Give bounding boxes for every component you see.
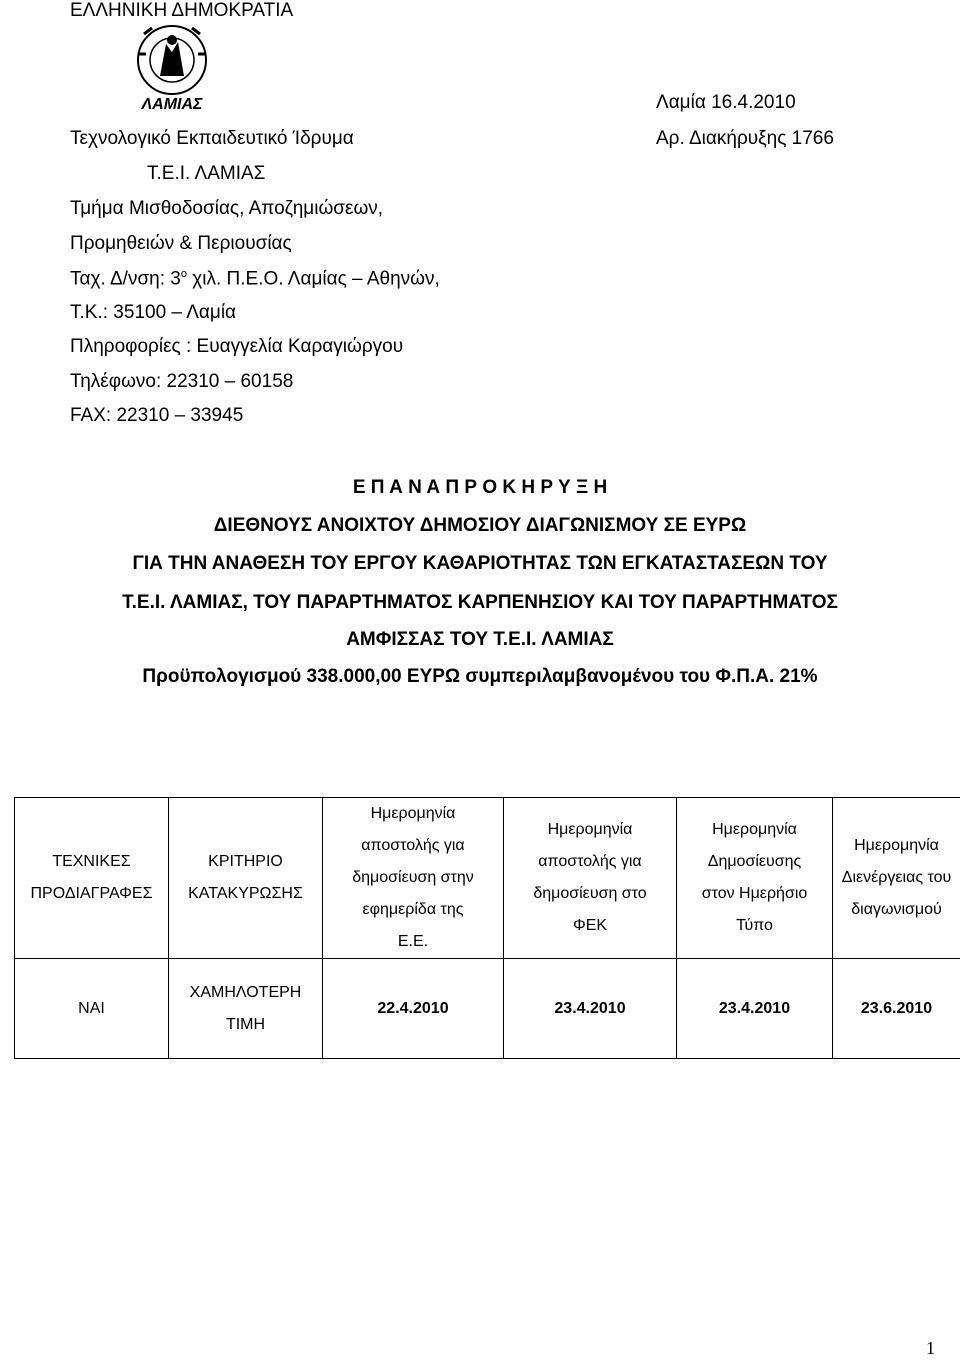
address-part-a: Ταχ. Δ/νση: 3	[70, 268, 181, 290]
cell-eu-journal-date: 22.4.2010	[323, 959, 504, 1059]
title-line-5: ΑΜΦΙΣΣΑΣ ΤΟΥ Τ.Ε.Ι. ΛΑΜΙΑΣ	[346, 629, 614, 650]
contact-info: Πληροφορίες : Ευαγγελία Καραγιώργου	[70, 336, 404, 357]
header-cell-criterion: ΚΡΙΤΗΡΙΟ ΚΑΤΑΚΥΡΩΣΗΣ	[169, 798, 323, 959]
institution-logo	[122, 14, 222, 114]
budget-line: Προϋπολογισμού 338.000,00 ΕΥΡΩ συμπεριλαμβανομένου του Φ.Π.Α. 21%	[142, 666, 818, 687]
cell-tender-date: 23.6.2010	[833, 959, 960, 1059]
cell-daily-press-date: 23.4.2010	[677, 959, 833, 1059]
institution-short: Τ.Ε.Ι. ΛΑΜΙΑΣ	[147, 163, 266, 184]
header-cell-specs: ΤΕΧΝΙΚΕΣ ΠΡΟΔΙΑΓΡΑΦΕΣ	[15, 798, 169, 959]
header-cell-eu-journal: Ημερομηνία αποστολής για δημοσίευση στην εφημερίδα της Ε.Ε.	[323, 798, 504, 959]
cell-fek-date: 23.4.2010	[504, 959, 677, 1059]
place-date: Λαμία 16.4.2010	[656, 92, 796, 113]
schedule-table	[14, 797, 960, 1059]
institution-name: Τεχνολογικό Εκπαιδευτικό Ίδρυμα	[70, 128, 354, 149]
title-line-2: ΔΙΕΘΝΟΥΣ ΑΝΟΙΧΤΟΥ ΔΗΜΟΣΙΟΥ ΔΙΑΓΩΝΙΣΜΟΥ ΣΕ ΕΥΡΩ	[213, 515, 747, 536]
title-line-3: ΓΙΑ ΤΗΝ ΑΝΑΘΕΣΗ ΤΟΥ ΕΡΓΟΥ ΚΑΘΑΡΙΟΤΗΤΑΣ ΤΩΝ ΕΓΚΑΤΑΣΤΑΣΕΩΝ ΤΟΥ	[132, 553, 828, 574]
country-heading: ΕΛΛΗΝΙΚΗ ΔΗΜΟΚΡΑΤΙΑ	[70, 0, 294, 21]
department-line2: Προμηθειών & Περιουσίας	[70, 233, 292, 254]
table-header-row	[15, 798, 960, 959]
cell-specs-value: ΝΑΙ	[15, 959, 169, 1059]
postal-code: Τ.Κ.: 35100 – Λαμία	[70, 302, 237, 323]
department-line1: Τμήμα Μισθοδοσίας, Αποζημιώσεων,	[70, 198, 384, 219]
page-number: 1	[926, 1338, 935, 1358]
address-superscript: ο	[180, 268, 187, 280]
header-cell-tender-date: Ημερομηνία Διενέργειας του διαγωνισμού	[833, 798, 960, 959]
cell-criterion-value: ΧΑΜΗΛΟΤΕΡΗ ΤΙΜΗ	[169, 959, 323, 1059]
header-cell-daily-press: Ημερομηνία Δημοσίευσης στον Ημερήσιο Τύπο	[677, 798, 833, 959]
header-cell-fek: Ημερομηνία αποστολής για δημοσίευση στο ΦΕΚ	[504, 798, 677, 959]
logo-text: ΛΑΜΙΑΣ	[141, 96, 203, 113]
title-line-4: Τ.Ε.Ι. ΛΑΜΙΑΣ, ΤΟΥ ΠΑΡΑΡΤΗΜΑΤΟΣ ΚΑΡΠΕΝΗΣΙΟΥ ΚΑΙ ΤΟΥ ΠΑΡΑΡΤΗΜΑΤΟΣ	[122, 592, 838, 613]
phone-number: Τηλέφωνο: 22310 – 60158	[70, 371, 294, 392]
notice-number: Αρ. Διακήρυξης 1766	[656, 128, 834, 149]
title-line-1: Ε Π Α Ν Α Π Ρ Ο Κ Η Ρ Υ Ξ Η	[352, 477, 608, 498]
fax-number: FAX: 22310 – 33945	[70, 405, 244, 426]
table-row	[15, 959, 960, 1059]
address-part-b: χιλ. Π.Ε.Ο. Λαμίας – Αθηνών,	[187, 268, 440, 290]
address-line	[70, 268, 440, 290]
